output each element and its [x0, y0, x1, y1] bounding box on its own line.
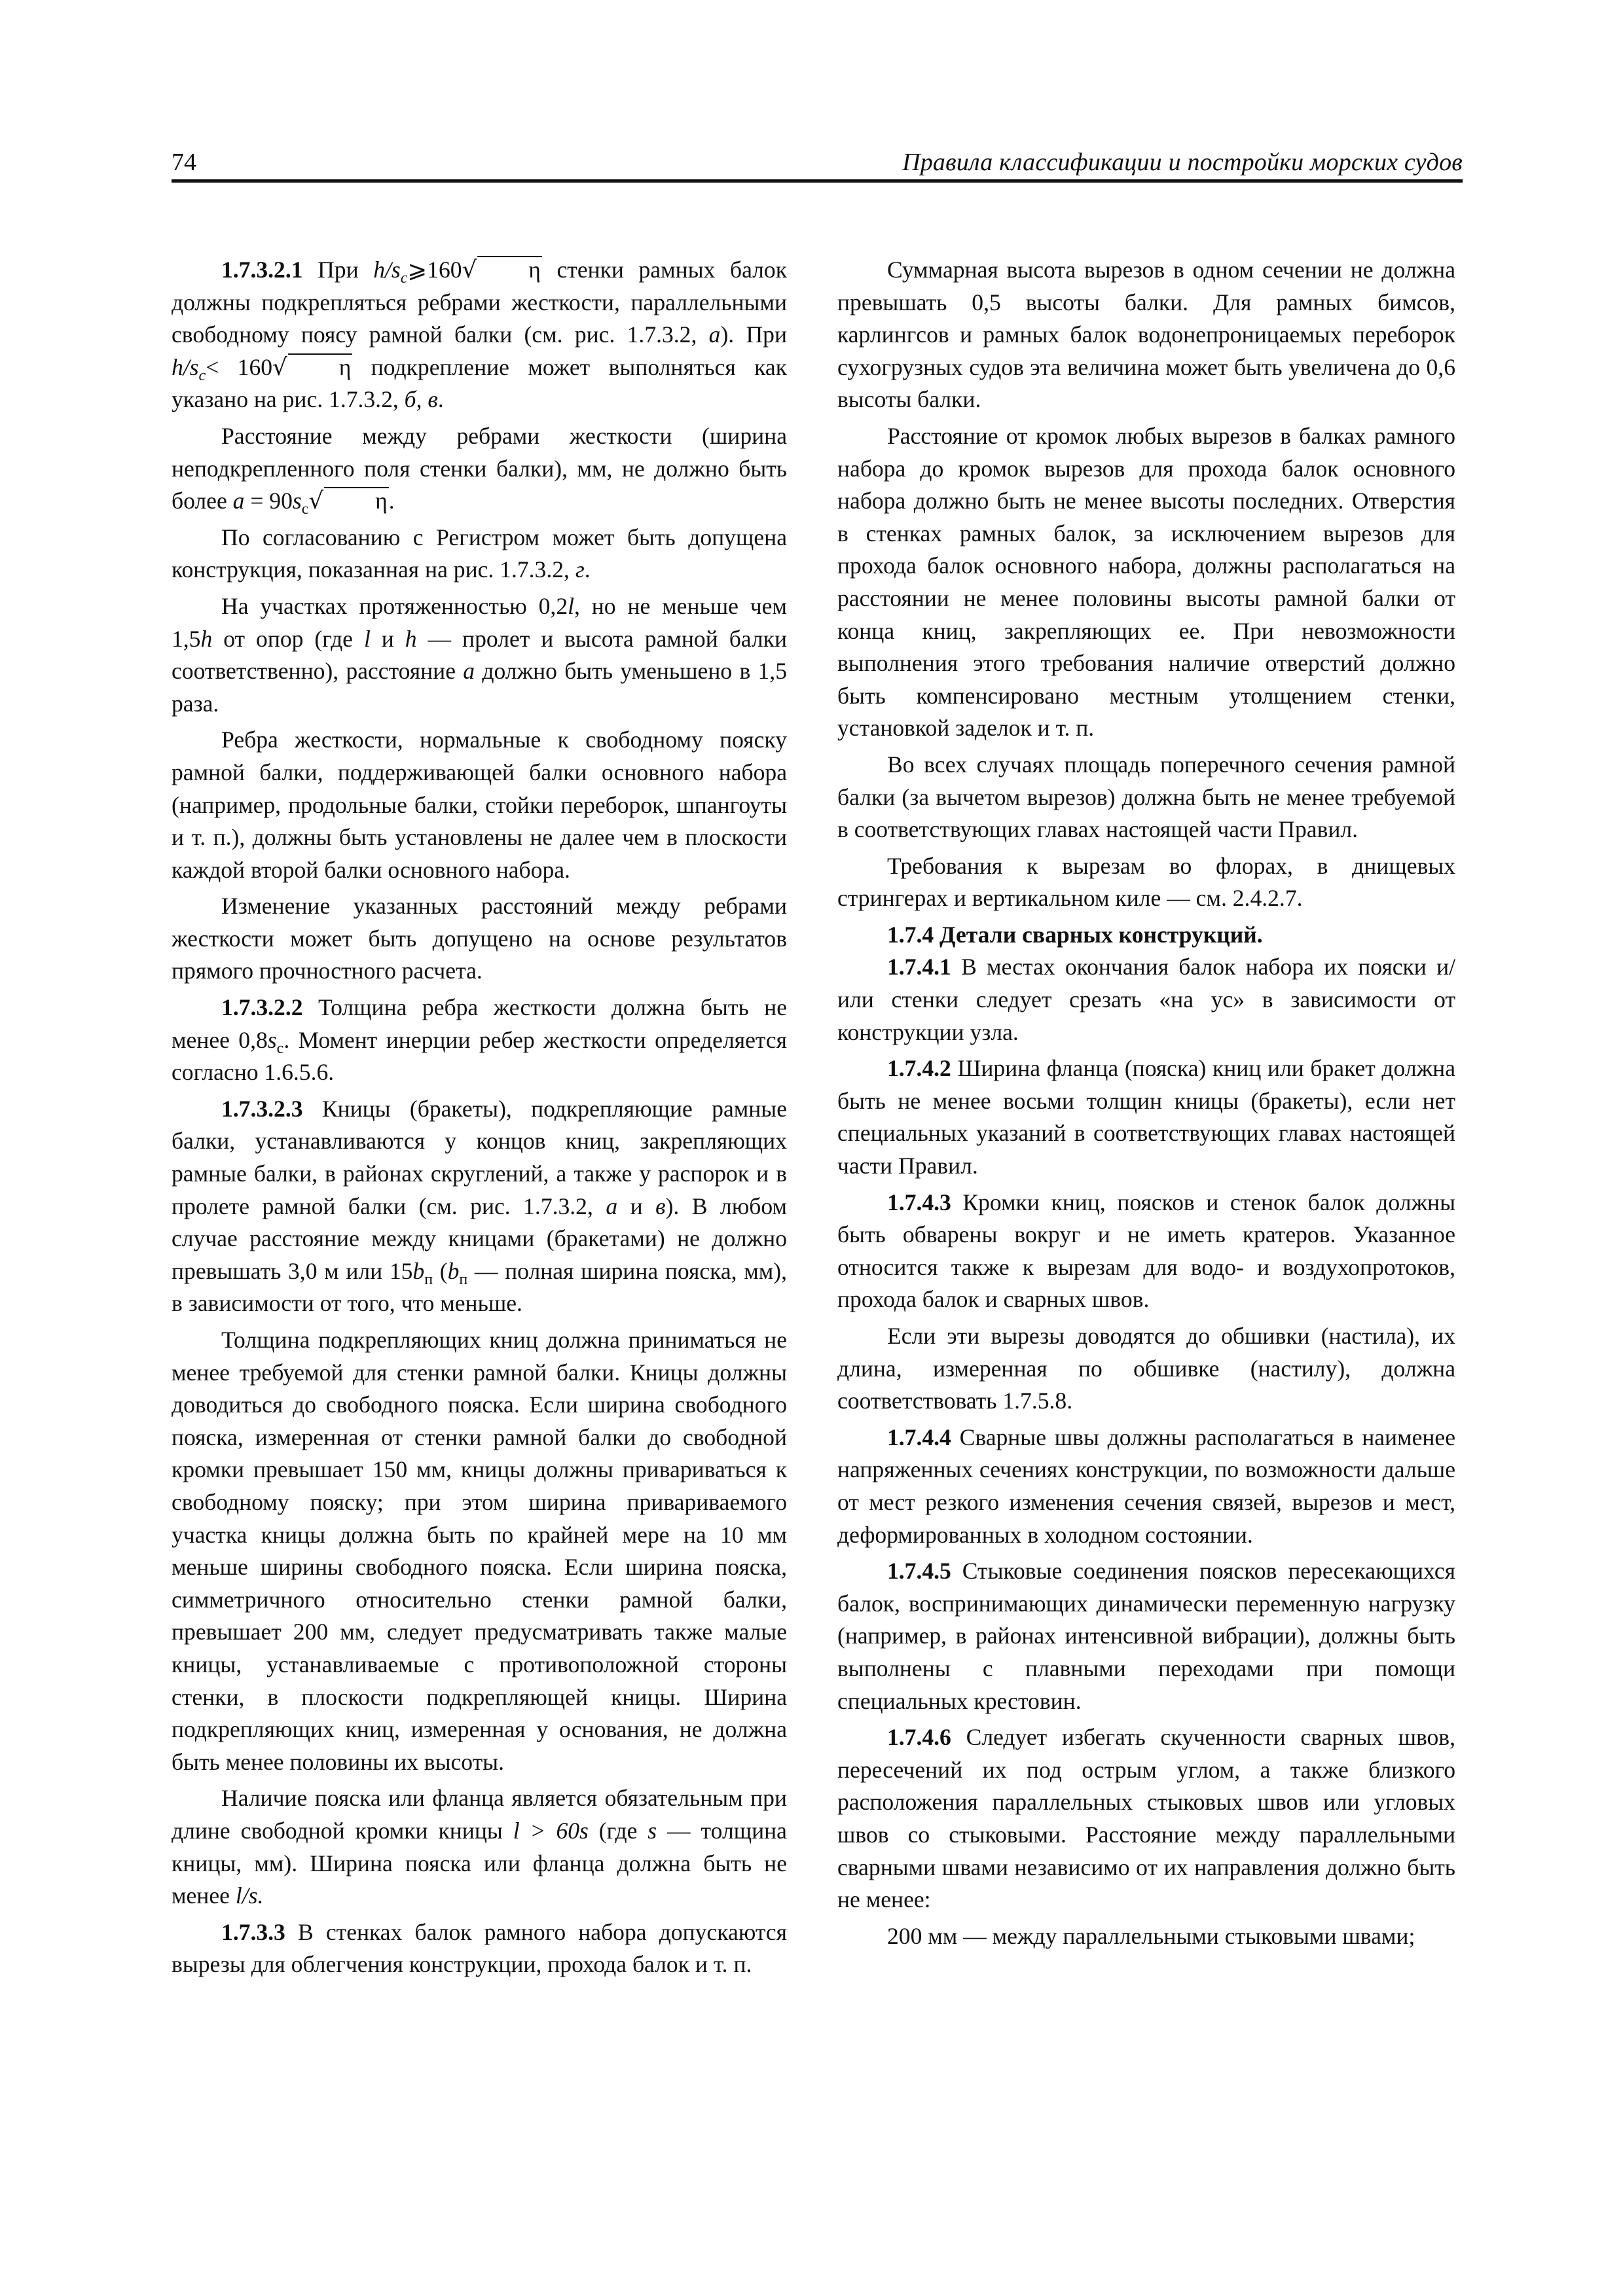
var-a: a: [463, 658, 475, 685]
paragraph-cutout-distance: Расстояние от кромок любых вырезов в балках рамного набора до кромок вырезов для прохода балок основного набора должно быть не менее высоты последних. Отверстия в стенках рамных балок, за исключением вырезов для прохода балок основного набора, должны располагаться на расстоянии не менее половины высоты рамной балки от конца книц, закрепляющих ее. При невозможности выполнения этого требования наличие отверстий должно быть компенсировано местным утолщением стенки, установкой заделок и т. п.: [837, 422, 1455, 742]
text: Наличие пояска или фланца является обязательным при длине свободной кромки кницы: [172, 1785, 787, 1844]
text: , но не меньше чем 1,5: [172, 592, 787, 652]
subscript-c: c: [400, 270, 408, 287]
paragraph-stiffener-spacing: [172, 420, 787, 518]
paragraph-1-7-3-2-3: [172, 1093, 787, 1320]
text: .: [584, 556, 591, 583]
text: В стенках балок рамного набора допускаются вырезы для облегчения конструкции, прохода балок и т. п.: [172, 1918, 787, 1978]
clause-number: 1.7.4.1: [887, 954, 951, 980]
paragraph-floor-cutouts: Требования к вырезам во флорах, в днищевых стрингерах и вертикальном киле — см. 2.4.2.7.: [837, 852, 1455, 912]
subscript-c-3: c: [301, 501, 309, 518]
text: стенки рамных балок должны подкрепляться ребрами жесткости, параллельными свободному поясу рамной балки (см. рис. 1.7.3.2,: [172, 257, 788, 348]
paragraph-1-7-4-4: [837, 1422, 1455, 1551]
section-heading-1-7-4: 1.7.4 Детали сварных конструкций.: [887, 921, 1263, 948]
text: . Момент инерции ребер жесткости определяется согласно 1.6.5.6.: [172, 1026, 787, 1086]
text: (: [433, 1257, 448, 1284]
subscript-c-2: c: [198, 367, 206, 384]
var-b-2: b: [447, 1257, 460, 1284]
var-l-2: l: [363, 625, 371, 652]
text: Следует избегать скученности сварных швов, пересечений их под острым углом, а также близкого расположения параллельных стыковых швов или угловых швов со стыковыми. Расстояние между параллельными сварными швами независимо от их направления должно быть не менее:: [837, 1724, 1455, 1913]
subscript-p: п: [424, 1270, 433, 1288]
paragraph-flange-required: [172, 1782, 787, 1912]
formula-lt-160: < 160: [206, 353, 273, 380]
paragraph-1-7-4-3: [837, 1187, 1455, 1316]
paragraph-cross-section: Во всех случаях площадь поперечного сечения рамной балки (за вычетом вырезов) должна быть не менее требуемой в соответствующих главах настоящей части Правил.: [837, 751, 1455, 843]
text: При: [302, 257, 374, 283]
radical-sign-2: √: [272, 353, 287, 381]
text: подкрепление может выполняться как указано на рис. 1.7.3.2,: [172, 353, 787, 413]
formula-eta: η: [477, 256, 542, 282]
text: По согласованию с Регистром может быть допущена конструкция, показанная на рис. 1.7.3.2,: [172, 524, 787, 583]
text: Кромки книц, поясков и стенок балок должны быть обварены вокруг и не иметь кратеров. Указанное относится также к вырезам для водо- и воздухопротоков, прохода балок и сварных швов.: [837, 1189, 1455, 1313]
clause-number: 1.7.4.5: [887, 1558, 951, 1585]
paragraph-stiffeners-normal: Ребра жесткости, нормальные к свободному пояску рамной балки, поддерживающей балки основного набора (например, продольные балки, стойки переборок, шпангоуты и т. п.), должны быть установлены не далее чем в плоскости каждой второй балки основного набора.: [172, 726, 787, 883]
clause-number: 1.7.4.3: [887, 1189, 951, 1215]
paragraph-bracket-thickness: Толщина подкрепляющих книц должна приниматься не менее требуемой для стенки рамной балки. Кницы должны доводиться до свободного пояска. Если ширина свободного пояска, измеренная от стенки рамной балки до свободной кромки превышает 150 мм, кницы должны привариваться к свободному пояску; при этом ширина привариваемого участка кницы должна быть по крайней мере на 10 мм меньше ширины свободного пояска. Если ширина пояска, симметричного относительно стенки рамной балки, превышает 200 мм, следует предусматривать также малые кницы, устанавливаемые с противоположной стороны стенки, в плоскости подкрепляющей кницы. Ширина подкрепляющих книц, измеренная у основания, не должна быть менее половины их высоты.: [172, 1327, 787, 1775]
subscript-c-4: c: [276, 1039, 284, 1057]
text: и: [370, 625, 405, 652]
var-h: h: [200, 625, 213, 652]
text: .: [437, 386, 444, 413]
text: — пролет и высота рамной балки соответственно), расстояние: [172, 625, 787, 685]
paragraph-span-sections: [172, 590, 787, 720]
paragraph-spacing-change: Изменение указанных расстояний между ребрами жесткости может быть допущено на основе результатов прямого прочностного расчета.: [172, 893, 787, 984]
left-column: [172, 254, 787, 1981]
clause-number: 1.7.3.3: [221, 1918, 285, 1945]
formula-geq-160: ⩾160: [407, 257, 462, 283]
text: и: [617, 1193, 656, 1219]
page-number: 74: [172, 149, 196, 176]
paragraph-cutouts-to-plating: Если эти вырезы доводятся до обшивки (настила), их длина, измеренная по обшивке (настилу), должна соответствовать 1.7.5.8.: [837, 1323, 1455, 1414]
formula-s-2: s: [267, 1026, 277, 1053]
paragraph-200mm: 200 мм — между параллельными стыковыми швами;: [887, 1922, 1415, 1949]
formula-eta-3: η: [324, 487, 389, 513]
var-h-2: h: [405, 625, 417, 652]
var-l: l: [568, 592, 574, 619]
paragraph-1-7-4-1: [837, 951, 1455, 1049]
page-header: [172, 143, 1463, 183]
running-title: Правила классификации и постройки морских судов: [902, 149, 1463, 176]
clause-number: 1.7.4.6: [887, 1724, 951, 1751]
paragraph-cutout-height: Суммарная высота вырезов в одном сечении не должна превышать 0,5 высоты балки. Для рамных бимсов, карлингсов и рамных балок водонепроницаемых переборок сухогрузных судов эта величина может быть увеличена до 0,6 высоты балки.: [837, 257, 1455, 413]
figure-ref-g: г: [575, 556, 585, 583]
var-s: s: [647, 1817, 657, 1844]
text: Толщина ребра жесткости должна быть не менее 0,8: [172, 994, 787, 1053]
paragraph-1-7-4-6: [837, 1721, 1455, 1916]
text: На участках протяженностью 0,2: [221, 592, 568, 619]
subscript-p-2: п: [459, 1270, 468, 1288]
clause-number: 1.7.3.2.2: [221, 994, 303, 1021]
formula-l-over-s: l/s.: [235, 1882, 264, 1909]
formula-a: a: [232, 488, 245, 514]
formula-l-gt-60s: l > 60s: [513, 1817, 589, 1844]
text: должно быть уменьшено в 1,5 раза.: [172, 658, 787, 717]
formula-s: s: [292, 488, 302, 514]
clause-number: 1.7.3.2.1: [221, 257, 303, 283]
radical-sign: √: [462, 257, 477, 283]
paragraph-1-7-3-2-1: [172, 254, 787, 416]
paragraph-1-7-4-5: [837, 1555, 1455, 1717]
text: — полная ширина пояска, мм), в зависимости от того, что меньше.: [172, 1257, 787, 1317]
text: Стыковые соединения поясков пересекающихся балок, воспринимающих динамически переменную нагрузку (например, в районах интенсивной вибрации), должны быть выполнены с плавными переходами при помощи специальных крестовин.: [837, 1558, 1455, 1714]
paragraph-1-7-4-2: [837, 1052, 1455, 1182]
formula-h-over-s: h/s: [373, 257, 401, 283]
radical-sign-3: √: [308, 488, 324, 515]
figure-ref-bv: б, в: [404, 386, 438, 413]
text: Расстояние между ребрами жесткости (ширина неподкрепленного поля стенки балки), мм, не должно быть более: [172, 422, 787, 514]
formula-eq-90: = 90: [244, 488, 293, 514]
figure-ref-a: а: [708, 321, 721, 348]
figure-ref-a-2: а: [606, 1193, 618, 1219]
text: — толщина кницы, мм). Ширина пояска или фланца должна быть не менее: [172, 1817, 787, 1909]
paragraph-1-7-3-2-2: [172, 992, 787, 1089]
text: Ширина фланца (пояска) книц или бракет должна быть не менее восьми толщин кницы (бракеты), если нет специальных указаний в соответствующих главах настоящей части Правил.: [837, 1055, 1455, 1179]
paragraph-1-7-3-3: [172, 1916, 787, 1981]
clause-number: 1.7.4.2: [887, 1055, 951, 1082]
right-column: [837, 254, 1455, 1952]
var-b: b: [412, 1257, 425, 1284]
text: ). В любом случае расстояние между кницами (бракетами) не должно превышать 3,0 м или 15: [172, 1193, 787, 1284]
text: Кницы (бракеты), подкрепляющие рамные балки, устанавливаются у концов книц, закрепляющих рамные балки, в районах скруглений, а также у распорок и в пролете рамной балки (см. рис. 1.7.3.2,: [172, 1095, 787, 1219]
text: В местах окончания балок набора их пояски и/или стенки следует срезать «на ус» в зависимости от конструкции узла.: [837, 954, 1455, 1045]
paragraph-register-agreement: [172, 522, 787, 586]
text: Сварные швы должны располагаться в наименее напряженных сечениях конструкции, по возможности дальше от мест резкого изменения сечения связей, вырезов и мест, деформированных в холодном состоянии.: [837, 1424, 1455, 1548]
text: от опор (где: [212, 625, 364, 652]
text: ). При: [720, 321, 787, 348]
formula-h-over-s-2: h/s: [172, 353, 199, 380]
formula-eta-2: η: [288, 353, 353, 380]
text: (где: [588, 1817, 648, 1844]
text: .: [388, 488, 395, 514]
clause-number: 1.7.4.4: [887, 1424, 951, 1450]
clause-number: 1.7.3.2.3: [221, 1095, 303, 1122]
figure-ref-v: в: [655, 1193, 666, 1219]
